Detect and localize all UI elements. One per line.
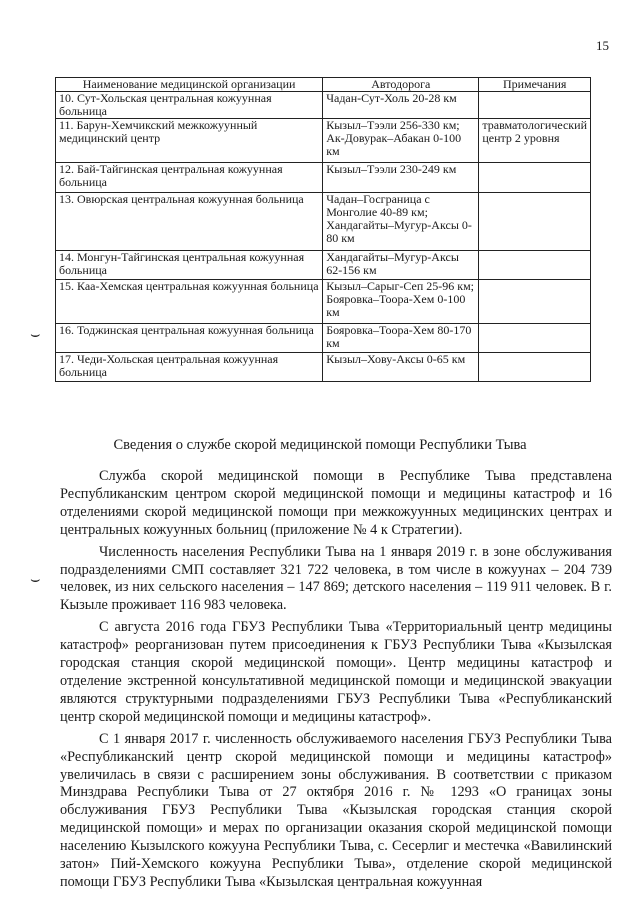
table-cell: Чадан-Сут-Холь 20-28 км: [323, 92, 479, 119]
table-cell: [479, 163, 591, 193]
table-cell: 10. Сут-Хольская центральная кожуунная больница: [56, 92, 323, 119]
paragraph: Служба скорой медицинской помощи в Республике Тыва представлена Республиканским центром скорой медицинской помощи и медицины катастроф и 16 отделениями скорой медицинской помощи при межкожуунных медицинских центрах и центральных кожуунных больниц (приложение № 4 к Стратегии).: [60, 468, 612, 538]
body-text: [60, 468, 612, 896]
section-heading: Сведения о службе скорой медицинской помощи Республики Тыва: [113, 437, 527, 453]
table-row: [56, 353, 591, 382]
paragraph: С августа 2016 года ГБУЗ Республики Тыва «Территориальный центр медицины катастроф» реорганизован путем присоединения к ГБУЗ Республики Тыва «Кызылская городская станция скорой медицинской помощи». Центр медицины катастроф и отделение экстренной консультативной медицинской помощи и медицинской эвакуации являются структурными подразделениями ГБУЗ Республики Тыва «Республиканский центр скорой медицинской помощи и медицины катастроф».: [60, 619, 612, 725]
table-cell: 11. Барун-Хемчикский межкожуунный медицинский центр: [56, 119, 323, 163]
table-cell: Хандагайты–Мугур-Аксы 62-156 км: [323, 251, 479, 280]
table-cell: [479, 92, 591, 119]
table-cell: Кызыл–Тээли 230-249 км: [323, 163, 479, 193]
table-cell: 14. Монгун-Тайгинская центральная кожуунная больница: [56, 251, 323, 280]
table-cell: 16. Тоджинская центральная кожуунная больница: [56, 324, 323, 353]
table-row: [56, 324, 591, 353]
table-cell: Кызыл–Тээли 256-330 км; Ак-Довурак–Абакан 0-100 км: [323, 119, 479, 163]
table-row: [56, 251, 591, 280]
table-cell: Кызыл–Сарыг-Сеп 25-96 км; Бояровка–Тоора-Хем 0-100 км: [323, 280, 479, 324]
margin-tick-mark: ⌣: [30, 326, 41, 343]
table-cell: 13. Овюрская центральная кожуунная больница: [56, 193, 323, 251]
table-row: [56, 92, 591, 119]
table-cell: [479, 193, 591, 251]
column-header: Примечания: [479, 78, 591, 92]
column-header: Автодорога: [323, 78, 479, 92]
table-cell: [479, 324, 591, 353]
table-row: [56, 163, 591, 193]
table-cell: [479, 251, 591, 280]
table-cell: травматологический центр 2 уровня: [479, 119, 591, 163]
table-row: [56, 119, 591, 163]
table-cell: [479, 280, 591, 324]
table-cell: 17. Чеди-Хольская центральная кожуунная больница: [56, 353, 323, 382]
column-header: Наименование медицинской организации: [56, 78, 323, 92]
table-cell: Бояровка–Тоора-Хем 80-170 км: [323, 324, 479, 353]
paragraph: Численность населения Республики Тыва на 1 января 2019 г. в зоне обслуживания подразделениями СМП составляет 321 722 человека, в том числе в кожуунах – 204 739 человек, из них сельского населения – 147 869; детского населения – 119 911 человек. В г. Кызыле проживает 116 983 человека.: [60, 543, 612, 614]
table-header-row: [56, 78, 591, 92]
table-cell: [479, 353, 591, 382]
table-row: [56, 280, 591, 324]
table-cell: 15. Каа-Хемская центральная кожуунная больница: [56, 280, 323, 324]
table-cell: 12. Бай-Тайгинская центральная кожуунная больница: [56, 163, 323, 193]
table-row: [56, 193, 591, 251]
margin-tick-mark: ⌣: [30, 571, 41, 588]
table-cell: Чадан–Госграница с Монголие 40-89 км; Хандагайты–Мугур-Аксы 0-80 км: [323, 193, 479, 251]
table-cell: Кызыл–Хову-Аксы 0-65 км: [323, 353, 479, 382]
paragraph: С 1 января 2017 г. численность обслуживаемого населения ГБУЗ Республики Тыва «Республиканский центр скорой медицинской помощи и медицины катастроф» увеличилась в связи с расширением зоны обслуживания. В соответствии с приказом Минздрава Республики Тыва от 27 октября 2016 г. № 1293 «О границах зоны обслуживания ГБУЗ Республики Тыва «Кызылская городская станция скорой медицинской помощи» и мерах по организации оказания скорой медицинской помощи населению Кызылского кожууна Республики Тыва, с. Сесерлиг и местечка «Вавилинский затон» Пий-Хемского кожууна Республики Тыва», отделение скорой медицинской помощи ГБУЗ Республики Тыва «Кызылская центральная кожуунная: [60, 730, 612, 890]
page-number: 15: [596, 38, 609, 53]
roads-table: [55, 77, 591, 382]
